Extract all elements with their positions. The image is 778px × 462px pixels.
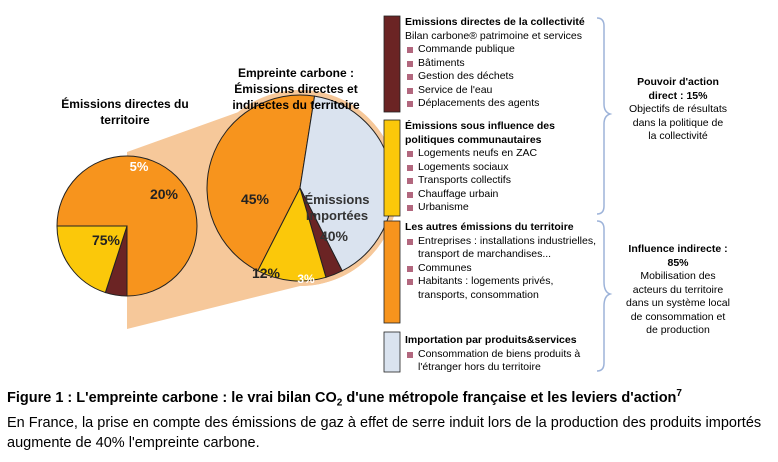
note-direct-heading-2: direct : 15% (648, 89, 708, 102)
list-item: Consommation de biens produits à l'étranger hors du territoire (405, 348, 597, 375)
caption-title-superscript: 7 (676, 388, 682, 399)
legend-bar-imported (384, 332, 400, 372)
block-other-emissions (405, 221, 597, 302)
right-pie-title-line-2: Émissions directes et (234, 82, 358, 96)
pie-data-label: 3% (297, 272, 315, 286)
pie-data-label: 20% (149, 186, 179, 202)
caption-title-rest: d'une métropole française et les leviers d'action (342, 389, 677, 406)
legend-bar-policies (384, 120, 400, 216)
caption-body: En France, la prise en compte des émissions de gaz à effet de serre induit lors de la production des produits importés augmente de 40% l'empreinte carbone. (7, 414, 762, 451)
pie-data-label: 40% (319, 228, 349, 244)
block-other-title: Les autres émissions du territoire (405, 221, 574, 233)
legend-bar-other (384, 221, 400, 323)
block-imported-title: Importation par produits&services (405, 334, 577, 346)
list-item: Déplacements des agents (405, 97, 597, 111)
figure-caption (7, 384, 775, 453)
note-indirect-line: de production (646, 324, 710, 336)
list-item: Logements sociaux (405, 161, 597, 175)
caption-title (7, 384, 775, 413)
list-item: Chauffage urbain (405, 188, 597, 202)
note-direct-line: la collectivité (648, 130, 708, 142)
block-policy-title: Émissions sous influence des politiques communautaires (405, 120, 555, 146)
caption-title-main: Figure 1 : L'empreinte carbone : le vrai bilan CO (7, 389, 337, 406)
note-indirect-line: dans un système local (626, 297, 730, 309)
list-item: Communes (405, 262, 597, 276)
pie-direct-emissions (57, 156, 197, 296)
note-direct-line: Objectifs de résultats (628, 103, 728, 115)
right-pie-title-line-1: Empreinte carbone : (237, 66, 355, 80)
imported-slice-label: Émissions (304, 192, 370, 207)
block-imported-emissions (405, 334, 597, 375)
right-pie-title-line-3: indirectes du territoire (232, 98, 360, 112)
block-direct-subtitle: Bilan carbone® patrimoine et services (405, 29, 582, 42)
left-pie-title-line-1: Émissions directes du (61, 97, 189, 111)
pie-data-label: 45% (240, 191, 270, 207)
legend-bar-direct (384, 16, 400, 112)
note-indirect-line: acteurs du territoire (632, 283, 724, 296)
caption-title-subscript: 2 (336, 397, 343, 409)
note-indirect-heading-2: 85% (667, 256, 689, 269)
list-item: Logements neufs en ZAC (405, 147, 597, 161)
list-item: Bâtiments (405, 57, 597, 71)
note-indirect-heading-1: Influence indirecte : (628, 243, 728, 255)
block-direct-title: Emissions directes de la collectivité (405, 16, 585, 28)
list-item: Habitants : logements privés, transports, consommation (405, 275, 597, 302)
pie-data-label: 75% (91, 232, 121, 248)
note-direct-action (608, 76, 748, 144)
list-item: Gestion des déchets (405, 70, 597, 84)
block-direct-emissions (405, 16, 597, 111)
note-indirect-line: de consommation et (630, 310, 726, 323)
pie-data-label: 5% (129, 159, 149, 174)
list-item: Urbanisme (405, 201, 597, 215)
list-item: Commande publique (405, 43, 597, 57)
list-item: Service de l'eau (405, 84, 597, 98)
note-direct-heading-1: Pouvoir d'action (637, 76, 719, 88)
note-indirect-line: Mobilisation des (640, 270, 716, 282)
note-indirect-influence (608, 243, 748, 338)
block-policy-emissions (405, 120, 597, 215)
list-item: Entreprises : installations industrielles, transport de marchandises... (405, 235, 597, 262)
note-direct-line: dans la politique de (632, 116, 724, 129)
list-item: Transports collectifs (405, 174, 597, 188)
pie-data-label: 12% (251, 265, 281, 281)
left-pie-title-line-2: territoire (100, 113, 150, 127)
imported-slice-label: importées (305, 208, 369, 223)
